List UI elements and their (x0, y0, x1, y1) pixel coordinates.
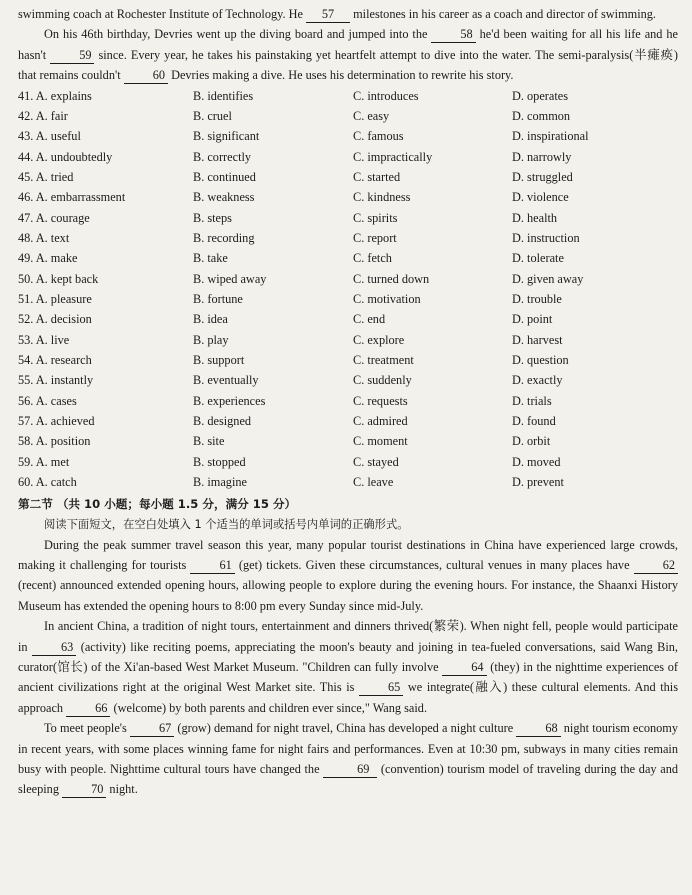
option-a (18, 309, 193, 329)
option-c: C. famous (353, 129, 404, 144)
option-a-text: A. research (35, 353, 92, 368)
option-a-text: A. useful (35, 129, 81, 144)
option-a-text: A. make (35, 251, 78, 266)
option-b: B. weakness (193, 190, 255, 205)
option-c: C. suddenly (353, 373, 412, 388)
option-a-text: A. live (35, 332, 70, 347)
option-row (18, 391, 678, 411)
option-c: C. admired (353, 414, 408, 429)
option-b: B. wiped away (193, 271, 267, 286)
option-a-text: A. instantly (35, 373, 94, 388)
option-row (18, 147, 678, 167)
option-d: D. operates (512, 88, 568, 103)
option-c: C. requests (353, 393, 408, 408)
option-c: C. moment (353, 434, 408, 449)
option-a-text: A. explains (35, 88, 92, 103)
option-a (18, 167, 193, 187)
question-number: 46. (18, 190, 34, 205)
question-number: 48. (18, 231, 34, 246)
question-number: 54. (18, 353, 34, 368)
question-number: 41. (18, 88, 34, 103)
option-b: B. identifies (193, 88, 254, 103)
option-b: B. significant (193, 129, 260, 144)
passage-paragraph-1: swimming coach at Rochester Institute of Technology. He 57 milestones in his career as a coach and director of swimming. (18, 7, 657, 21)
blank-68: 68 (516, 721, 560, 737)
option-c: C. introduces (353, 88, 419, 103)
option-b: B. support (193, 353, 245, 368)
question-number: 45. (18, 170, 34, 184)
option-row (18, 126, 678, 146)
option-c: C. report (353, 231, 397, 246)
s2-paragraph-3: To meet people's 67 (grow) demand for night travel, China has developed a night culture 68 night tourism economy in recent years, with some places winning fame for night fairs and performances. Even at 10:30 pm, subways in many cities remain busy with people. Nighttime cultural tours have changed the 69 (convention) tourism model of traveling during the day and sleeping 70 night. (18, 721, 678, 797)
option-a-text: A. kept back (35, 271, 99, 286)
section-2-instruction: 阅读下面短文，在空白处填入 1 个适当的单词或括号内单词的正确形式。 (44, 517, 409, 531)
option-a (18, 330, 193, 350)
blank-59: 59 (50, 48, 94, 64)
option-row (18, 248, 678, 268)
option-a (18, 452, 193, 472)
option-b: B. experiences (193, 393, 266, 408)
option-b: B. correctly (193, 149, 252, 164)
option-b: B. play (193, 332, 229, 347)
option-d: D. given away (512, 271, 584, 286)
option-b: B. stopped (193, 454, 246, 469)
option-d: D. common (512, 108, 571, 123)
option-c: C. spirits (353, 210, 398, 225)
option-a (18, 269, 193, 289)
option-d: D. moved (512, 454, 561, 469)
option-row (18, 431, 678, 451)
blank-60: 60 (124, 68, 168, 84)
option-d: D. exactly (512, 373, 563, 388)
question-number: 55. (18, 373, 34, 388)
question-number: 50. (18, 271, 34, 286)
option-row (18, 309, 678, 329)
option-a (18, 431, 193, 451)
option-a-text: A. pleasure (35, 292, 92, 307)
option-d: D. prevent (512, 475, 564, 490)
option-a-text: A. achieved (35, 414, 95, 429)
option-d: D. orbit (512, 434, 551, 449)
option-d: D. tolerate (512, 251, 564, 266)
s2-paragraph-2: In ancient China, a tradition of night tours, entertainment and dinners thrived(繁荣). When night fell, people would participate in 63 (activity) like reciting poems, appreciating the moon's beauty and joining in tea-fueled conversations, said Wang Bin, curator(馆长) of the Xi'an-based West Market Museum. "Children can fully involve 64 (they) in the nighttime experiences of ancient civilizations right at the original West Market site. This is 65 we integrate(融入) these cultural elements. And this approach 66 (welcome) by both parents and children ever since," Wang said. (18, 619, 679, 715)
option-a-text: A. met (35, 454, 70, 469)
option-b: B. steps (193, 210, 232, 225)
section-2-passage (18, 535, 678, 800)
option-c: C. stayed (353, 454, 399, 469)
option-c: C. turned down (353, 271, 430, 286)
blank-67: 67 (130, 721, 174, 737)
option-row (18, 411, 678, 431)
question-number: 58. (18, 434, 34, 449)
question-number: 57. (18, 414, 34, 429)
option-row (18, 208, 678, 228)
blank-66: 66 (66, 701, 110, 717)
option-row (18, 289, 678, 309)
option-c: C. treatment (353, 353, 414, 368)
blank-63: 63 (32, 640, 76, 656)
option-d: D. trials (512, 393, 552, 408)
option-c: C. kindness (353, 190, 411, 205)
section-2-title: 第二节 （共 10 小题；每小题 1.5 分，满分 15 分） (18, 496, 297, 511)
option-row (18, 106, 678, 126)
blank-65: 65 (359, 680, 403, 696)
blank-57: 57 (306, 7, 350, 23)
option-b: B. continued (193, 170, 256, 184)
option-row (18, 228, 678, 248)
option-d: D. instruction (512, 231, 580, 246)
option-a (18, 228, 193, 248)
option-c: C. end (353, 312, 386, 327)
option-d: D. inspirational (512, 129, 589, 144)
blank-61: 61 (190, 558, 234, 574)
option-d: D. violence (512, 190, 569, 205)
option-b: B. imagine (193, 475, 247, 490)
option-d: D. found (512, 414, 556, 429)
option-row (18, 370, 678, 390)
blank-58: 58 (431, 27, 475, 43)
question-number: 59. (18, 454, 34, 469)
option-a-text: A. catch (35, 475, 77, 490)
question-number: 43. (18, 129, 34, 144)
option-b: B. designed (193, 414, 252, 429)
option-d: D. struggled (512, 170, 573, 184)
option-a (18, 106, 193, 126)
option-d: D. harvest (512, 332, 563, 347)
question-number: 51. (18, 292, 34, 307)
option-row (18, 452, 678, 472)
blank-70: 70 (62, 782, 106, 798)
question-number: 56. (18, 393, 34, 408)
option-d: D. point (512, 312, 553, 327)
option-c: C. easy (353, 108, 390, 123)
option-row (18, 350, 678, 370)
option-a-text: A. tried (35, 170, 74, 184)
option-row (18, 86, 678, 106)
option-b: B. site (193, 434, 225, 449)
option-a (18, 147, 193, 167)
blank-69: 69 (323, 762, 377, 778)
s2-paragraph-1: During the peak summer travel season this year, many popular tourist destinations in China have experienced large crowds, making it challenging for tourists 61 (get) tickets. Given these circumstances, cultural venues in many places have 62 (recent) announced extended opening hours, allowing people to explore during the evening hours. For instance, the Shaanxi History Museum has extended the opening hours to 8:00 pm every Sunday since mid-July. (18, 537, 678, 613)
option-c: C. leave (353, 475, 394, 490)
option-row (18, 167, 678, 187)
option-a (18, 472, 193, 492)
option-a-text: A. cases (35, 393, 77, 408)
option-b: B. idea (193, 312, 228, 327)
passage-end (18, 4, 678, 86)
option-a-text: A. position (35, 434, 91, 449)
option-d: D. narrowly (512, 149, 572, 164)
option-b: B. cruel (193, 108, 232, 123)
option-row (18, 330, 678, 350)
question-number: 42. (18, 108, 34, 123)
option-a (18, 248, 193, 268)
option-a (18, 187, 193, 207)
option-a-text: A. fair (35, 108, 68, 123)
option-a (18, 350, 193, 370)
question-number: 53. (18, 332, 34, 347)
question-number: 44. (18, 149, 34, 164)
option-c: C. motivation (353, 292, 421, 307)
option-b: B. take (193, 251, 228, 266)
question-number: 47. (18, 210, 34, 225)
option-row (18, 472, 678, 492)
option-c: C. explore (353, 332, 405, 347)
option-a (18, 208, 193, 228)
option-a-text: A. courage (35, 210, 90, 225)
question-number: 60. (18, 475, 34, 490)
option-b: B. fortune (193, 292, 243, 307)
option-c: C. started (353, 170, 401, 184)
option-a (18, 86, 193, 106)
option-d: D. health (512, 210, 558, 225)
option-b: B. eventually (193, 373, 259, 388)
option-a (18, 126, 193, 146)
option-c: C. impractically (353, 149, 433, 164)
blank-64: 64 (442, 660, 486, 676)
option-a-text: A. undoubtedly (35, 149, 113, 164)
option-a-text: A. embarrassment (35, 190, 126, 205)
passage-paragraph-2: On his 46th birthday, Devries went up the diving board and jumped into the 58 he'd been waiting for all his life and he hasn't 59 since. Every year, he takes his painstaking yet heartfelt attempt to dive into the water. The semi-paralysis(半瘫痪) that remains couldn't 60 Devries making a dive. He uses his determination to rewrite his story. (18, 27, 679, 83)
options-list (18, 86, 678, 493)
option-a (18, 289, 193, 309)
question-number: 52. (18, 312, 34, 327)
option-b: B. recording (193, 231, 255, 246)
option-a (18, 391, 193, 411)
option-a (18, 411, 193, 431)
blank-62: 62 (634, 558, 678, 574)
option-d: D. trouble (512, 292, 562, 307)
option-row (18, 187, 678, 207)
option-c: C. fetch (353, 251, 392, 266)
option-row (18, 269, 678, 289)
option-a (18, 370, 193, 390)
question-number: 49. (18, 251, 34, 266)
option-a-text: A. decision (35, 312, 92, 327)
option-d: D. question (512, 353, 569, 368)
option-a-text: A. text (35, 231, 70, 246)
